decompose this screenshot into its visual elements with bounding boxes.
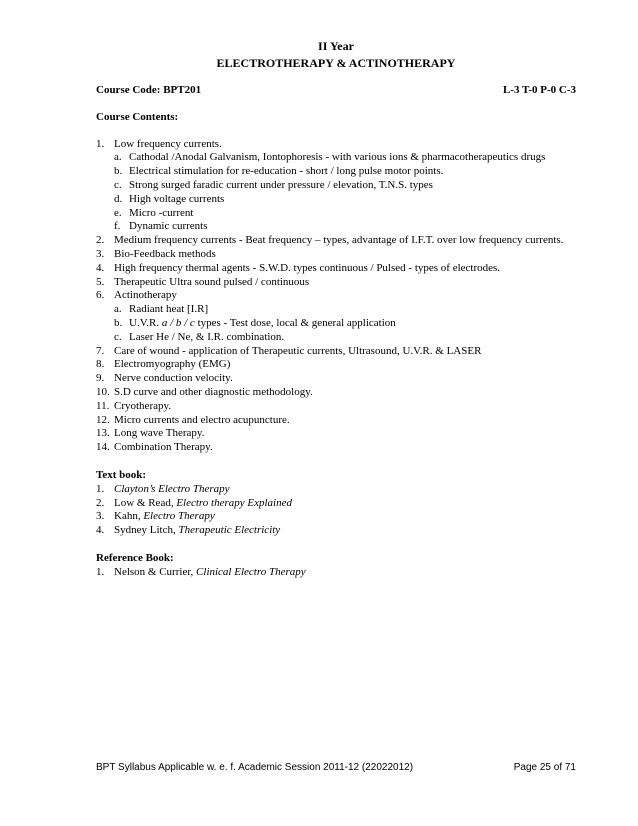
topic-text: Micro currents and electro acupuncture.: [114, 413, 290, 426]
subtopic-text: Cathodal /Anodal Galvanism, Iontophoresis - with various ions & pharmacotherapeutics drugs: [129, 151, 546, 164]
topic-item: [96, 414, 576, 428]
book-author: Sydney Litch,: [114, 524, 179, 537]
subtopic-letter: b.: [114, 316, 123, 329]
subtopic-text-post: types - Test dose, local & general application: [197, 316, 396, 329]
book-number: 1.: [96, 565, 105, 578]
subtopic-item: [96, 303, 576, 317]
subtopic-item: [96, 179, 576, 193]
text-book-list: [96, 483, 576, 538]
subtopic-list: [96, 151, 576, 234]
book-title: Electro therapy Explained: [176, 496, 292, 509]
subtopic-text-italic: a / b / c: [161, 316, 195, 329]
topic-text: Therapeutic Ultra sound pulsed / continuous: [114, 275, 310, 288]
course-code: Course Code: BPT201: [96, 84, 202, 96]
subtopic-text: Laser He / Ne, & I.R. combination.: [129, 330, 285, 343]
book-title: Clayton’s Electro Therapy: [114, 482, 230, 495]
book-item: [96, 497, 576, 511]
subtopic-item: [96, 151, 576, 165]
subtopic-item: [96, 193, 576, 207]
topic-item: [96, 400, 576, 414]
book-number: 4.: [96, 524, 105, 537]
year-heading: II Year: [318, 39, 354, 53]
book-item: [96, 566, 576, 580]
book-item: [96, 510, 576, 524]
subtopic-text: Electrical stimulation for re-education - short / long pulse motor points.: [129, 165, 444, 178]
subtopic-item: [96, 331, 576, 345]
subtopic-item: [96, 207, 576, 221]
topic-number: 10.: [96, 385, 110, 398]
subtopic-text: Dynamic currents: [129, 220, 208, 233]
topic-text: Low frequency currents.: [114, 137, 222, 150]
topic-item: [96, 345, 576, 359]
course-title: ELECTROTHERAPY & ACTINOTHERAPY: [216, 56, 456, 70]
topic-item: [96, 234, 576, 248]
topic-number: 8.: [96, 358, 105, 371]
subtopic-item: [96, 165, 576, 179]
subtopic-item: [96, 220, 576, 234]
book-number: 2.: [96, 496, 105, 509]
subtopic-letter: a.: [114, 303, 122, 316]
subtopic-letter: c.: [114, 178, 122, 191]
subtopic-list: [96, 303, 576, 344]
topic-number: 13.: [96, 427, 110, 440]
topic-item: [96, 138, 576, 235]
topic-item: [96, 427, 576, 441]
subtopic-text: High voltage currents: [129, 192, 225, 205]
book-citation: [114, 524, 280, 538]
topic-item: [96, 372, 576, 386]
topic-item: [96, 441, 576, 455]
subtopic-text: Micro -current: [129, 206, 194, 219]
book-title: Clinical Electro Therapy: [196, 565, 306, 578]
course-meta-row: [96, 84, 576, 98]
subtopic-letter: a.: [114, 151, 122, 164]
subtopic-text: Strong surged faradic current under pressure / elevation, T.N.S. types: [129, 178, 433, 191]
topic-number: 11.: [96, 399, 110, 412]
book-title: Therapeutic Electricity: [178, 524, 281, 537]
book-citation: [114, 483, 230, 497]
topic-item: [96, 248, 576, 262]
topic-number: 7.: [96, 344, 105, 357]
topic-text: Combination Therapy.: [114, 441, 213, 454]
topic-item: [96, 358, 576, 372]
book-item: [96, 524, 576, 538]
topic-item: [96, 289, 576, 344]
topic-text: High frequency thermal agents - S.W.D. types continuous / Pulsed - types of electrodes.: [114, 261, 501, 274]
book-number: 1.: [96, 482, 105, 495]
topic-text: Nerve conduction velocity.: [114, 372, 233, 385]
topic-number: 1.: [96, 137, 105, 150]
book-author: Kahn,: [114, 510, 144, 523]
page-content: [96, 38, 576, 580]
text-book-heading: Text book:: [96, 468, 147, 481]
book-citation: [114, 510, 215, 524]
course-contents-heading: Course Contents:: [96, 110, 179, 123]
book-title: Electro Therapy: [143, 510, 215, 523]
topic-number: 6.: [96, 289, 105, 302]
book-number: 3.: [96, 510, 105, 523]
subtopic-item: [96, 317, 576, 331]
reference-book-heading: Reference Book:: [96, 551, 174, 564]
topic-text: Medium frequency currents - Beat frequency – types, advantage of I.F.T. over low frequency currents.: [114, 234, 564, 247]
course-credits: L-3 T-0 P-0 C-3: [502, 84, 576, 96]
subtopic-text: [129, 317, 576, 331]
book-citation: [114, 566, 306, 580]
subtopic-text-pre: U.V.R.: [129, 316, 160, 329]
topic-text: Cryotherapy.: [114, 399, 172, 412]
topic-text: Care of wound - application of Therapeutic currents, Ultrasound, U.V.R. & LASER: [114, 344, 482, 357]
page-footer: [96, 762, 576, 774]
topic-item: [96, 276, 576, 290]
footer-page-number: Page 25 of 71: [513, 762, 576, 773]
reference-book-list: [96, 566, 576, 580]
subtopic-letter: c.: [114, 330, 122, 343]
topic-text: Bio-Feedback methods: [114, 247, 216, 260]
book-author: Low & Read,: [114, 496, 177, 509]
footer-syllabus-note: BPT Syllabus Applicable w. e. f. Academic Session 2011-12 (22022012): [96, 762, 414, 773]
topic-text: Actinotherapy: [114, 289, 177, 302]
subtopic-letter: e.: [114, 206, 122, 219]
book-item: [96, 483, 576, 497]
subtopic-letter: b.: [114, 165, 123, 178]
topic-number: 14.: [96, 441, 110, 454]
topic-item: [96, 386, 576, 400]
book-citation: [114, 497, 292, 511]
topic-list: [96, 138, 576, 455]
topic-number: 9.: [96, 372, 105, 385]
book-author: Nelson & Currier,: [114, 565, 197, 578]
topic-number: 5.: [96, 275, 105, 288]
subtopic-letter: d.: [114, 192, 123, 205]
topic-number: 12.: [96, 413, 110, 426]
topic-number: 3.: [96, 247, 105, 260]
topic-text: Electromyography (EMG): [114, 358, 231, 371]
subtopic-text: Radiant heat [I.R]: [129, 303, 209, 316]
topic-text: S.D curve and other diagnostic methodology.: [114, 385, 313, 398]
topic-text: Long wave Therapy.: [114, 427, 205, 440]
subtopic-letter: f.: [114, 220, 121, 233]
topic-number: 4.: [96, 261, 105, 274]
topic-number: 2.: [96, 234, 105, 247]
topic-item: [96, 262, 576, 276]
